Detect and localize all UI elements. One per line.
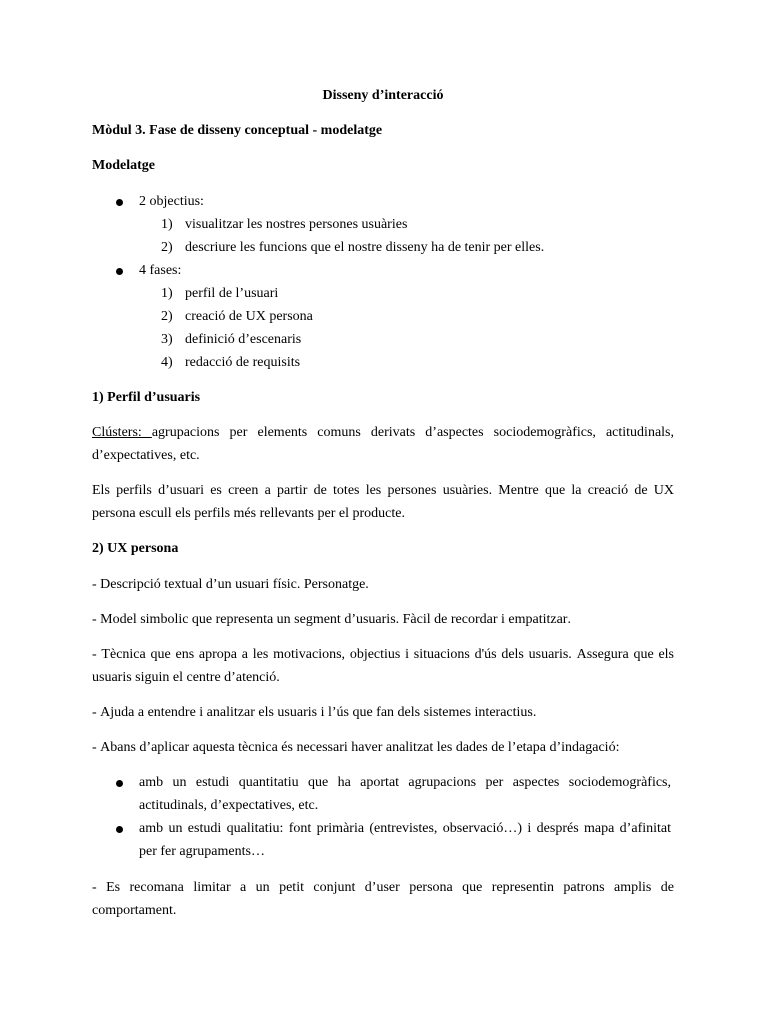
document-title: Disseny d’interacció <box>322 88 444 103</box>
item-number: 2) <box>161 308 173 324</box>
recommendation-paragraph: - Es recomana limitar a un petit conjunt d’user persona que representin patrons amplis de comportament. <box>92 879 674 918</box>
list-item-label: 2 objectius: <box>139 193 204 209</box>
profiles-paragraph: Els perfils d’usuari es creen a partir de totes les persones usuàries. Mentre que la creació de UX persona escull els perfils més rellevants per el producte. <box>92 483 674 522</box>
list-item-phases <box>92 259 674 282</box>
list-item-label: 4 fases: <box>139 262 182 278</box>
bullet-icon <box>116 268 123 275</box>
item-text: descriure les funcions que el nostre disseny ha de tenir per elles. <box>185 239 545 255</box>
bullet-icon <box>116 826 123 833</box>
prerequisites-list <box>92 771 674 863</box>
item-number: 2) <box>161 239 173 255</box>
item-number: 4) <box>161 354 173 370</box>
list-item <box>92 817 674 863</box>
numbered-item <box>92 328 674 351</box>
numbered-item <box>92 305 674 328</box>
list-item-objectives <box>92 190 674 213</box>
clusters-paragraph <box>92 421 674 467</box>
numbered-item <box>92 282 674 305</box>
numbered-item <box>92 351 674 374</box>
clusters-term: Clústers: <box>92 424 152 440</box>
ux-persona-point: - Descripció textual d’un usuari físic. Personatge. <box>92 576 369 592</box>
overview-list <box>92 190 674 374</box>
document-page <box>92 84 674 934</box>
item-text: creació de UX persona <box>185 308 313 324</box>
ux-persona-point: - Ajuda a entendre i analitzar els usuaris i l’ús que fan dels sistemes interactius. <box>92 705 537 721</box>
section-heading: Modelatge <box>92 158 155 174</box>
ux-persona-point: - Model simbolic que representa un segment d’usuaris. Fàcil de recordar i empatitzar. <box>92 611 571 627</box>
item-text: perfil de l’usuari <box>185 285 279 301</box>
numbered-item <box>92 213 674 236</box>
ux-persona-point: - Tècnica que ens apropa a les motivacions, objectius i situacions d'ús dels usuaris. Assegura que els usuaris siguin el centre d’atenció. <box>92 646 674 685</box>
item-number: 1) <box>161 216 173 232</box>
item-text: definició d’escenaris <box>185 331 302 347</box>
item-number: 3) <box>161 331 173 347</box>
user-profiles-heading: 1) Perfil d’usuaris <box>92 389 201 405</box>
list-item <box>92 771 674 817</box>
bullet-icon <box>116 199 123 206</box>
item-text: visualitzar les nostres persones usuàries <box>185 216 408 232</box>
list-item-text: amb un estudi quantitatiu que ha aportat agrupacions per aspectes sociodemogràfics, actitudinals, d’expectatives, etc. <box>139 775 671 814</box>
item-number: 1) <box>161 285 173 301</box>
numbered-item <box>92 236 674 259</box>
clusters-definition: agrupacions per elements comuns derivats d’aspectes sociodemogràfics, actitudinals, d’expectatives, etc. <box>92 424 674 463</box>
ux-persona-heading: 2) UX persona <box>92 541 179 557</box>
module-heading: Mòdul 3. Fase de disseny conceptual - modelatge <box>92 123 383 139</box>
bullet-icon <box>116 780 123 787</box>
item-text: redacció de requisits <box>185 354 301 370</box>
ux-persona-point: - Abans d’aplicar aquesta tècnica és necessari haver analitzat les dades de l’etapa d’indagació: <box>92 740 620 756</box>
list-item-text: amb un estudi qualitatiu: font primària (entrevistes, observació…) i després mapa d’afinitat per fer agrupaments… <box>139 821 671 860</box>
